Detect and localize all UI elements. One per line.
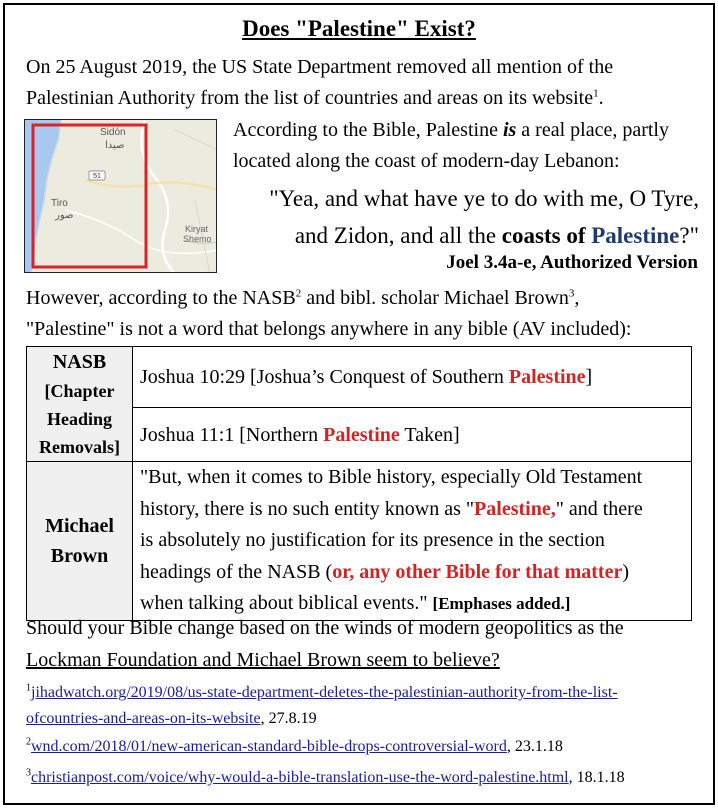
table-row <box>27 462 692 621</box>
michael-brown-quote: "But, when it comes to Bible history, especially Old Testament history, there is no such entity known as "Palestine," and there is absolutely no justification for its presence in the section headings of the NASB (or, any other Bible for that matter) when talking about biblical events." [Emphases added.] <box>133 462 692 621</box>
lebanon-coast-map <box>24 119 217 273</box>
bible-intro-line-2: located along the coast of modern-day Lebanon: <box>233 150 620 172</box>
footnote-2: $^2$wnd.com/2018/01/new-american-standard-bible-drops-controversial-word, 23.1.18 <box>26 736 563 755</box>
footnote-3-link[interactable]: christianpost.com/voice/why-would-a-bible-translation-use-the-word-palestine.html <box>31 769 569 786</box>
map-city-sidon-arabic: صيدا <box>105 140 125 151</box>
scripture-quote <box>233 180 699 254</box>
footnote-ref-3[interactable]: 3 <box>568 287 575 300</box>
table-row <box>27 347 692 408</box>
intro-line-2: Palestinian Authority from the list of countries and areas on its website$^1$. <box>26 87 604 109</box>
evidence-table <box>26 346 692 621</box>
footnote-2-link[interactable]: wnd.com/2018/01/new-american-standard-bible-drops-controversial-word <box>31 738 507 755</box>
footnote-ref-1[interactable]: 1 <box>593 87 599 100</box>
closing-line-2: Lockman Foundation and Michael Brown seem to believe? <box>26 649 500 671</box>
footnote-3: $^3$christianpost.com/voice/why-would-a-bible-translation-use-the-word-palestine.html, 18.1.18 <box>26 767 625 786</box>
quote-palestine: Palestine <box>591 223 680 248</box>
however-line-2: "Palestine" is not a word that belongs anywhere in any bible (AV included): <box>26 318 632 340</box>
bible-intro-line-1: According to the Bible, Palestine is a real place, partly <box>233 119 669 141</box>
footnote-1: $^1$jihadwatch.org/2019/08/us-state-department-deletes-the-palestinian-authority-from-the-list- ofcountries-and-areas-on-its-website, 27.8.19 <box>26 682 618 727</box>
closing-line-1: Should your Bible change based on the winds of modern geopolitics as the <box>26 617 624 639</box>
footnote-1-link-cont[interactable]: ofcountries-and-areas-on-its-website <box>26 710 261 727</box>
map-city-tyre-arabic: صور <box>55 210 74 221</box>
quote-line-2: and Zidon, and all the coasts of Palestine?" <box>294 223 699 248</box>
nasb-row-joshua-11-1: Joshua 11:1 [Northern Palestine Taken] <box>133 408 692 462</box>
however-line-1: However, according to the NASB$^2$ and bibl. scholar Michael Brown$^3$, <box>26 287 580 309</box>
michael-brown-header-cell: Michael Brown <box>27 462 133 621</box>
bible-intro <box>233 115 699 177</box>
closing-paragraph <box>26 612 698 676</box>
scripture-reference: Joel 3.4a-e, Authorized Version <box>446 252 698 273</box>
road-number: 51 <box>93 173 101 180</box>
map-town-shemona: Shemo <box>183 234 212 244</box>
footnote-1-link[interactable]: jihadwatch.org/2019/08/us-state-department-deletes-the-palestinian-authority-from-the-list- <box>31 684 618 701</box>
quote-line-1: "Yea, and what have ye to do with me, O Tyre, <box>269 186 699 211</box>
however-paragraph <box>26 283 698 345</box>
page-title: Does "Palestine" Exist? <box>242 16 476 41</box>
nasb-row-joshua-10-29: Joshua 10:29 [Joshua’s Conquest of Southern Palestine] <box>133 347 692 408</box>
map-city-tyre: Tiro <box>51 198 68 209</box>
intro-paragraph <box>26 52 698 114</box>
map-town-kiryat: Kiryat <box>185 224 209 234</box>
intro-line-1: On 25 August 2019, the US State Department removed all mention of the <box>26 56 614 78</box>
map-city-sidon: Sidón <box>100 127 126 138</box>
nasb-header-cell: NASB [Chapter Heading Removals] <box>27 347 133 462</box>
footnote-ref-2[interactable]: 2 <box>295 287 302 300</box>
